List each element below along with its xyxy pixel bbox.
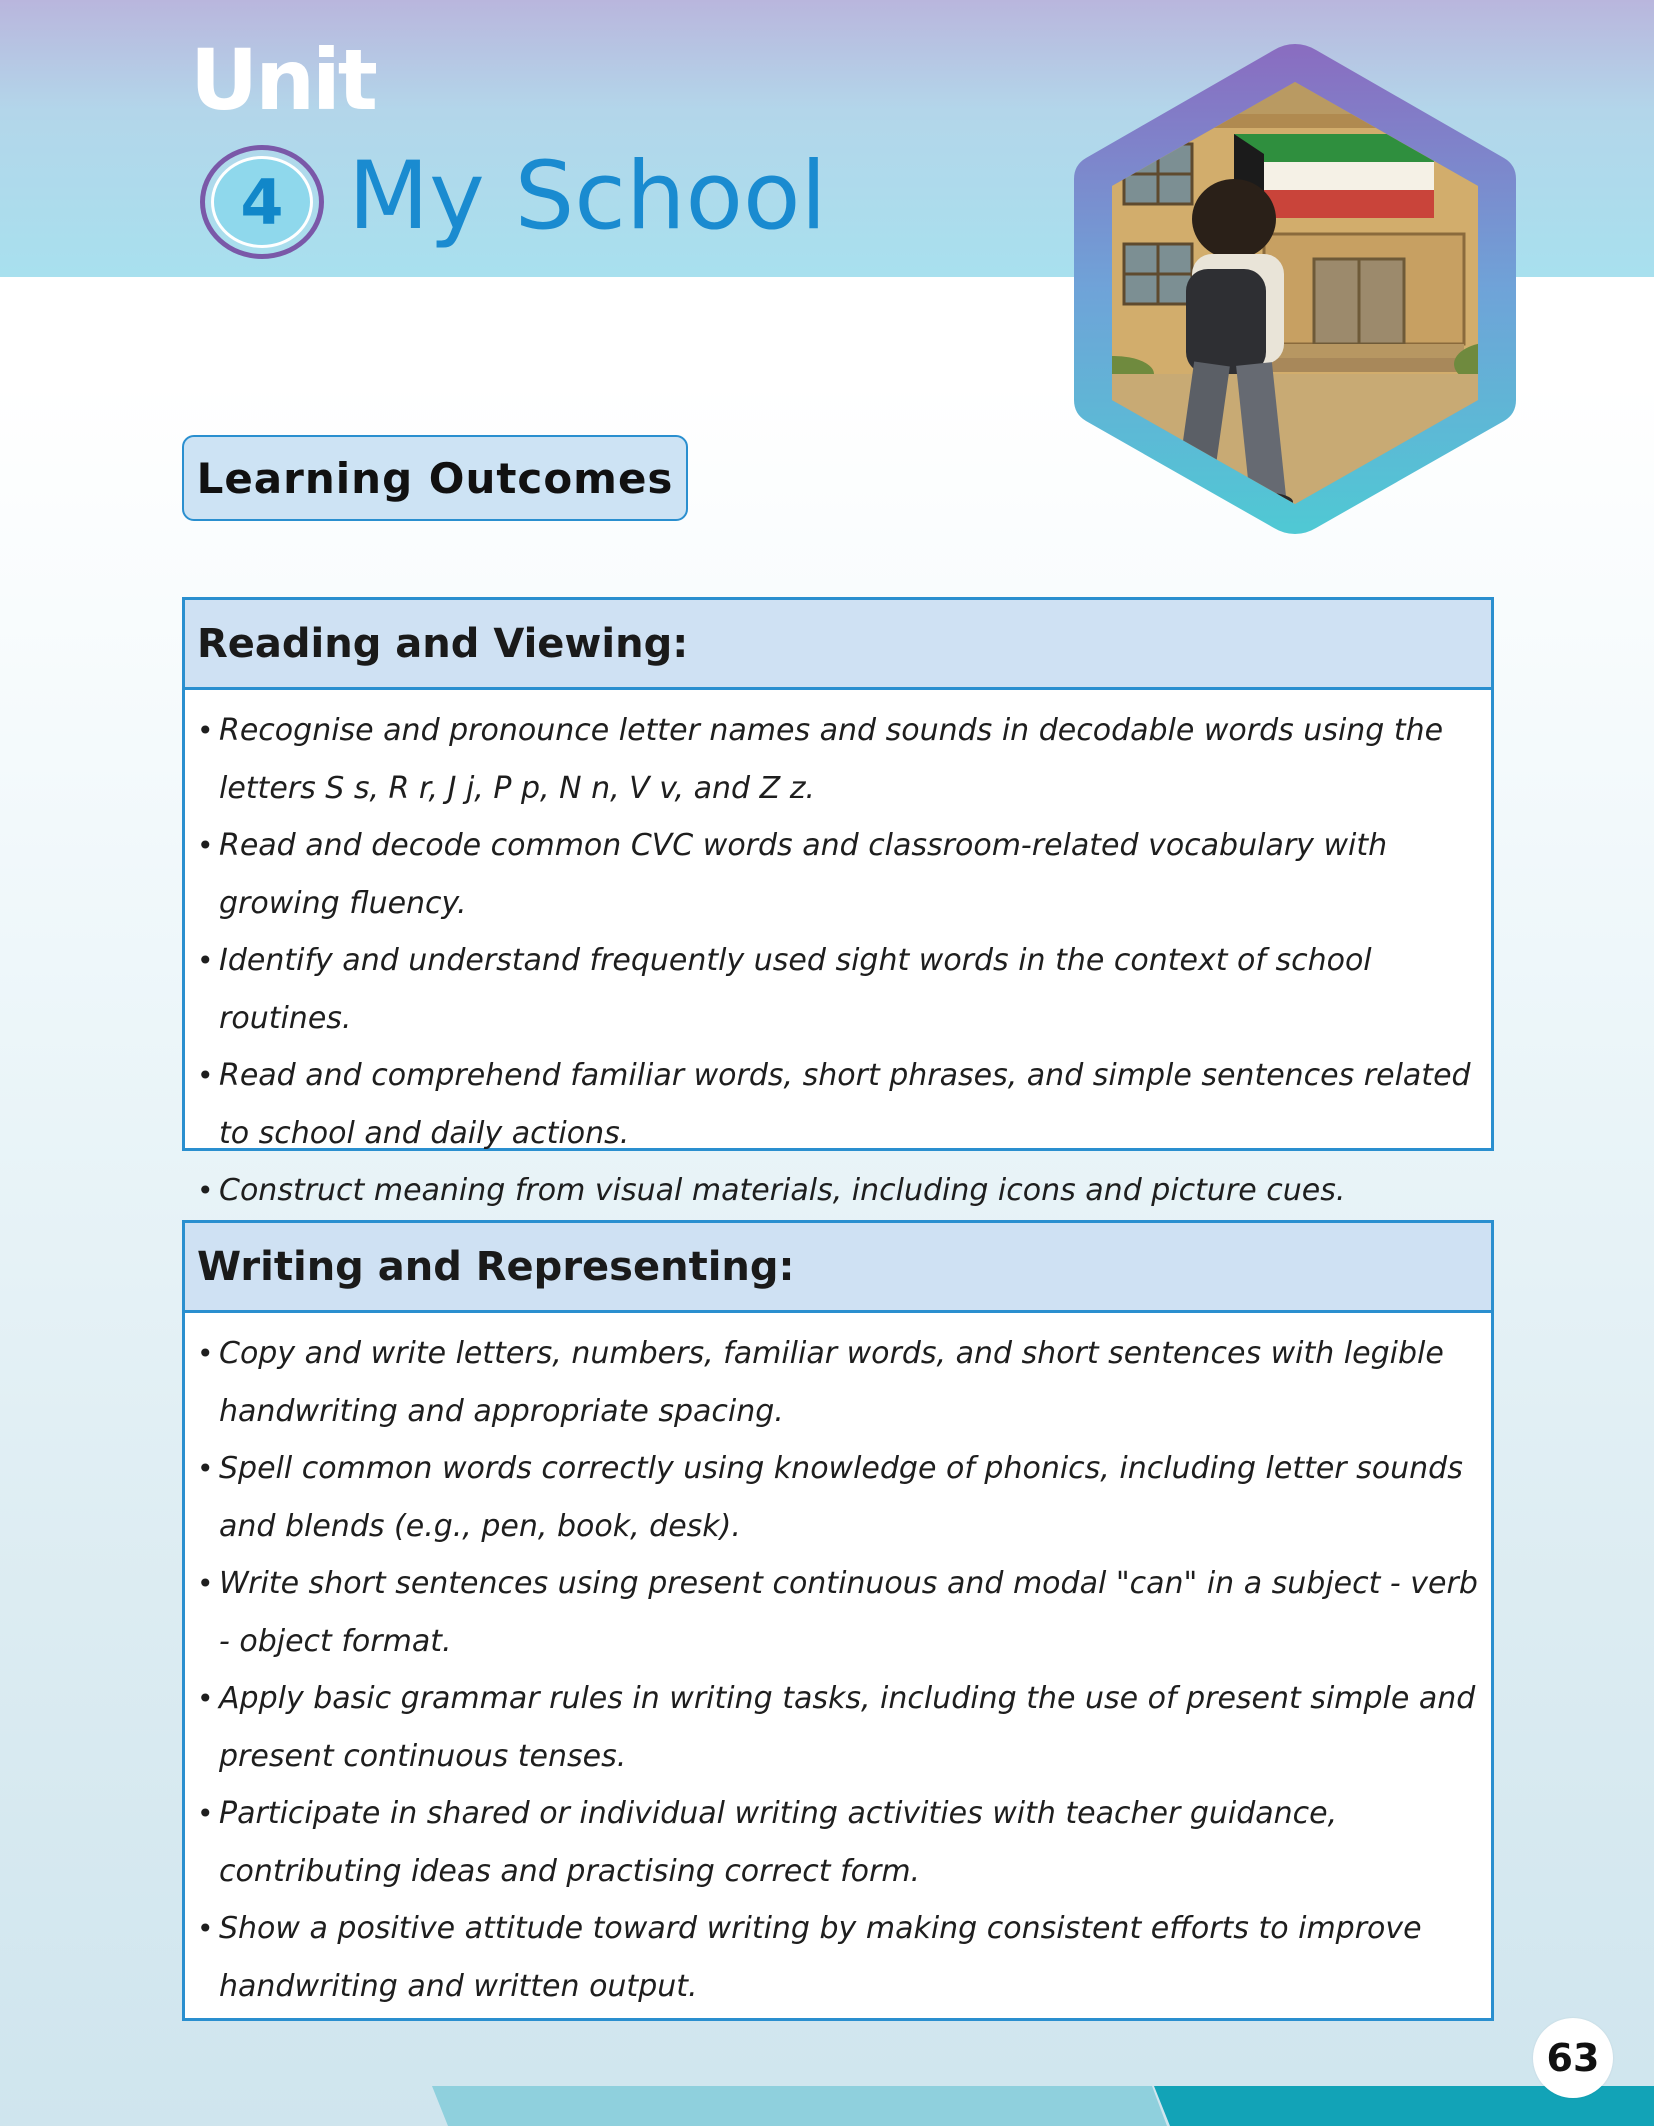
unit-label: Unit [190,31,375,129]
list-item: • Apply basic grammar rules in writing tasks, including the use of present simple and present continuous tenses. [195,1670,1481,1785]
list-item: • Construct meaning from visual materials, including icons and picture cues. [195,1162,1481,1220]
unit-number: 4 [211,156,313,248]
unit-title: My School [348,142,827,251]
writing-representing-section [182,1220,1494,2021]
learning-outcomes-label: Learning Outcomes [182,435,688,521]
list-item: • Recognise and pronounce letter names and sounds in decodable words using the letters S s, R r, J j, P p, N n, V v, and Z z. [195,702,1481,817]
list-item: • Read and decode common CVC words and classroom-related vocabulary with growing fluency. [195,817,1481,932]
school-illustration [1074,44,1516,534]
unit-number-badge [200,145,324,259]
reading-viewing-section [182,597,1494,1208]
section-heading: Reading and Viewing: [185,600,1491,690]
list-item: • Read and comprehend familiar words, short phrases, and simple sentences related to school and daily actions. [195,1047,1481,1162]
outcome-list [185,690,1491,1226]
footer-strip [432,2086,1654,2126]
page-number: 63 [1533,2018,1613,2098]
section-heading: Writing and Representing: [185,1223,1491,1313]
list-item: • Write short sentences using present continuous and modal "can" in a subject - verb - object format. [195,1555,1481,1670]
outcome-list [185,1313,1491,2021]
list-item: • Show a positive attitude toward writing by making consistent efforts to improve handwriting and written output. [195,1900,1481,2015]
list-item: • Participate in shared or individual writing activities with teacher guidance, contributing ideas and practising correct form. [195,1785,1481,1900]
list-item: • Copy and write letters, numbers, familiar words, and short sentences with legible handwriting and appropriate spacing. [195,1325,1481,1440]
list-item: • Identify and understand frequently used sight words in the context of school routines. [195,932,1481,1047]
list-item: • Spell common words correctly using knowledge of phonics, including letter sounds and blends (e.g., pen, book, desk). [195,1440,1481,1555]
